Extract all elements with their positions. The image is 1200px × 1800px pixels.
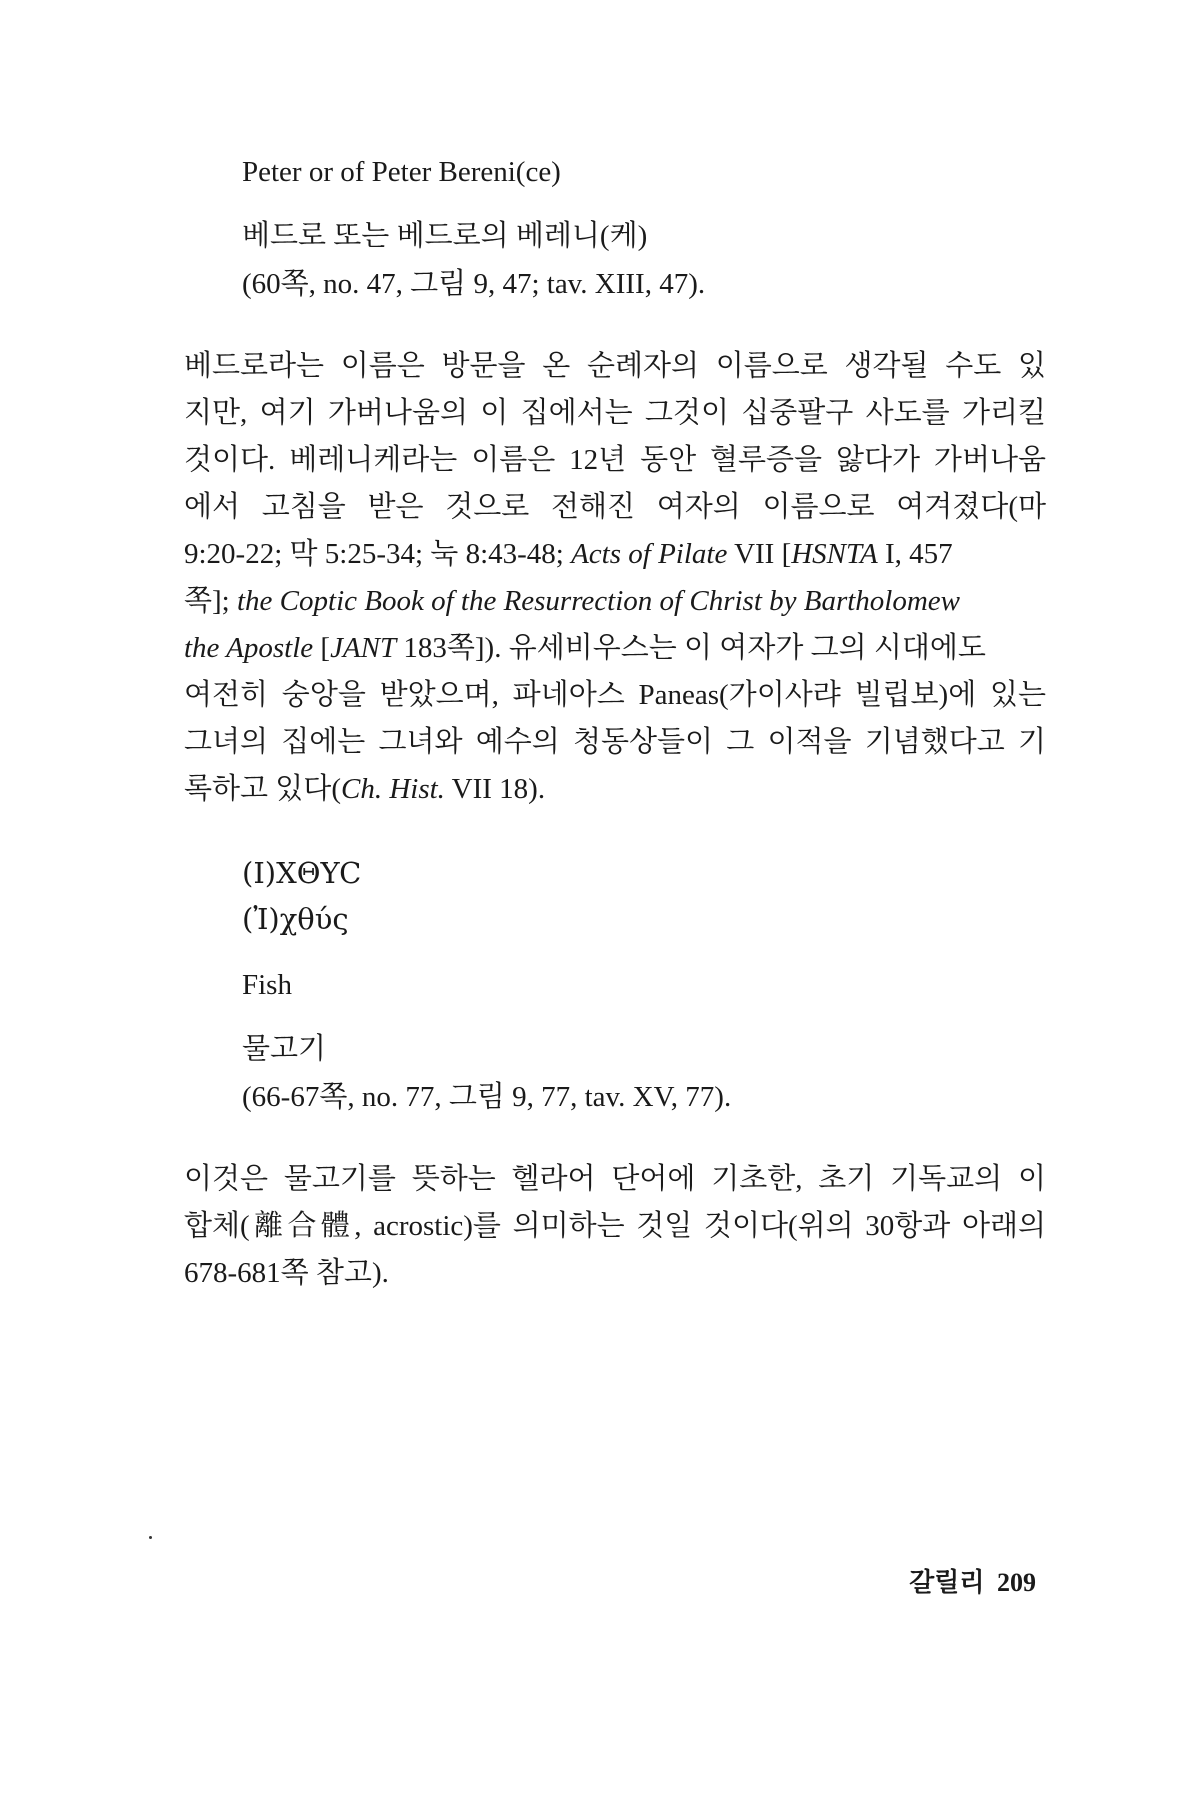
paragraph-line: 여전히 숭앙을 받았으며, 파네아스 Paneas(가이사랴 빌립보)에 있는 xyxy=(184,679,1046,711)
paragraph-line: 이것은 물고기를 뜻하는 헬라어 단어에 기초한, 초기 기독교의 이 xyxy=(184,1163,1046,1195)
work-title: Acts of Pilate xyxy=(571,538,728,570)
work-title: the Coptic Book of the Resurrection of Christ by Bartholomew xyxy=(236,585,961,617)
paragraph-line: 그녀의 집에는 그녀와 예수의 청동상들이 그 이적을 기념했다고 기 xyxy=(184,726,1046,758)
inscription-transcription: Peter or of Peter Bereni(ce) xyxy=(242,156,561,188)
work-abbreviation: JANT xyxy=(330,632,397,664)
page-number: 209 xyxy=(997,1568,1036,1597)
inscription-reference: (60쪽, no. 47, 그림 9, 47; tav. XIII, 47). xyxy=(242,268,706,300)
line-text: 183쪽]). 유세비우스는 이 여자가 그의 시대에도 xyxy=(396,632,986,664)
paragraph-line: 지만, 여기 가버나움의 이 집에서는 그것이 십중팔구 사도를 가리킬 xyxy=(184,397,1046,429)
work-abbreviation: Hist. xyxy=(389,773,445,805)
line-text: 쪽]; xyxy=(184,585,237,617)
work-title: the Apostle xyxy=(184,632,314,664)
inscription-korean-translation: 물고기 xyxy=(242,1033,327,1065)
paragraph-line: 678-681쪽 참고). xyxy=(184,1257,389,1289)
work-abbreviation: Ch. xyxy=(340,773,383,805)
inscription-uncial-text: (I)XΘYC xyxy=(242,856,362,890)
inscription-korean-translation: 베드로 또는 베드로의 베레니(케) xyxy=(242,220,648,252)
paragraph-line: 에서 고침을 받은 것으로 전해진 여자의 이름으로 여겨졌다(마 xyxy=(184,491,1046,523)
page-footer xyxy=(909,1567,1036,1599)
paragraph-line xyxy=(184,536,1046,572)
running-title: 갈릴리 xyxy=(909,1568,985,1597)
line-text: I, 457 xyxy=(877,538,953,570)
line-text: VII [ xyxy=(727,538,792,570)
paragraph-line: 베드로라는 이름은 방문을 온 순례자의 이름으로 생각될 수도 있 xyxy=(184,350,1046,382)
paragraph-line xyxy=(184,771,545,807)
inscription-greek-transliteration: (Ἰ)χθύς xyxy=(242,902,349,936)
speck-mark xyxy=(149,1536,152,1539)
line-text: [ xyxy=(313,632,331,664)
line-text: VII 18). xyxy=(444,773,546,805)
paragraph-line xyxy=(184,630,986,666)
line-text: 9:20-22; 막 5:25-34; 눅 8:43-48; xyxy=(184,538,572,570)
line-text: 록하고 있다( xyxy=(184,773,341,805)
work-abbreviation: HSNTA xyxy=(791,538,878,570)
inscription-reference: (66-67쪽, no. 77, 그림 9, 77, tav. XV, 77). xyxy=(242,1081,732,1113)
inscription-english-translation: Fish xyxy=(242,969,292,1001)
paragraph-line: 합체(離合體, acrostic)를 의미하는 것일 것이다(위의 30항과 아래의 xyxy=(184,1210,1046,1242)
paragraph-line xyxy=(184,583,960,619)
paragraph-line: 것이다. 베레니케라는 이름은 12년 동안 혈루증을 앓다가 가버나움 xyxy=(184,444,1046,476)
